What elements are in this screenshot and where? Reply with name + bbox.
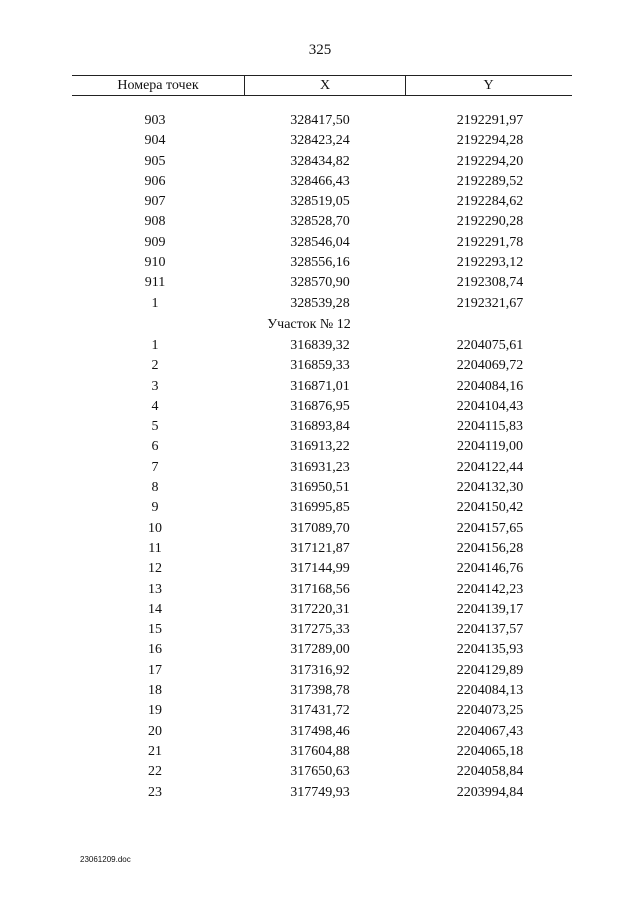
table-row: [0, 131, 640, 151]
table-row: [0, 580, 640, 600]
table-row: [0, 600, 640, 620]
point-number: 15: [148, 622, 162, 638]
page-number: 325: [308, 42, 332, 58]
x-coordinate: 317650,63: [290, 764, 350, 780]
table-row: [0, 681, 640, 701]
table-row: [0, 152, 640, 172]
y-coordinate: 2204084,13: [456, 683, 524, 699]
x-coordinate: 316839,32: [290, 337, 350, 353]
y-coordinate: 2204150,42: [456, 500, 524, 516]
header-y: Y: [483, 78, 494, 93]
y-coordinate: 2204146,76: [456, 561, 524, 577]
y-coordinate: 2204142,23: [456, 581, 524, 597]
table-row: [0, 722, 640, 742]
table-row: [0, 783, 640, 803]
y-coordinate: 2204157,65: [456, 520, 524, 536]
point-number: 22: [148, 764, 162, 780]
table-row: [0, 172, 640, 192]
table-row: [0, 397, 640, 417]
point-number: 3: [151, 378, 159, 394]
point-number: 910: [144, 255, 166, 271]
x-coordinate: 328546,04: [290, 234, 350, 250]
x-coordinate: 328423,24: [290, 133, 350, 149]
table-row: [0, 701, 640, 721]
point-number: 10: [148, 520, 162, 536]
table-row: [0, 519, 640, 539]
table-row: [0, 192, 640, 212]
x-coordinate: 317431,72: [290, 703, 350, 719]
point-number: 4: [151, 398, 159, 414]
x-coordinate: 317089,70: [290, 520, 350, 536]
y-coordinate: 2204084,16: [456, 378, 524, 394]
point-number: 23: [148, 784, 162, 800]
y-coordinate: 2204132,30: [456, 480, 524, 496]
x-coordinate: 316931,23: [290, 459, 350, 475]
point-number: 19: [148, 703, 162, 719]
x-coordinate: 317220,31: [290, 601, 350, 617]
point-number: 11: [148, 540, 162, 556]
x-coordinate: 316859,33: [290, 358, 350, 374]
y-coordinate: 2204135,93: [456, 642, 524, 658]
point-number: 5: [151, 419, 159, 435]
point-number: 9: [151, 500, 159, 516]
point-number: 906: [144, 173, 166, 189]
table-row: [0, 294, 640, 314]
y-coordinate: 2192294,20: [456, 153, 524, 169]
point-number: 909: [144, 234, 166, 250]
x-coordinate: 316913,22: [290, 439, 350, 455]
table-row: [0, 478, 640, 498]
point-number: 2: [151, 358, 159, 374]
y-coordinate: 2192290,28: [456, 214, 524, 230]
x-coordinate: 317604,88: [290, 743, 350, 759]
point-number: 907: [144, 194, 166, 210]
table-row: [0, 640, 640, 660]
point-number: 13: [148, 581, 162, 597]
y-coordinate: 2203994,84: [456, 784, 524, 800]
table-row: [0, 212, 640, 232]
table-row: [0, 742, 640, 762]
section-title: [0, 314, 639, 336]
header-point-numbers: Номера точек: [117, 78, 199, 93]
y-coordinate: 2192308,74: [456, 275, 524, 291]
point-number: 7: [151, 459, 159, 475]
y-coordinate: 2192293,12: [456, 255, 524, 271]
y-coordinate: 2192291,97: [456, 113, 524, 128]
x-coordinate: 317749,93: [290, 784, 350, 800]
point-number: 904: [144, 133, 166, 149]
y-coordinate: 2204137,57: [456, 622, 524, 638]
table-row: [0, 111, 640, 131]
table-row: [0, 336, 640, 356]
table-row: [0, 559, 640, 579]
x-coordinate: 328417,50: [290, 113, 350, 128]
x-coordinate: 316950,51: [290, 480, 350, 496]
y-coordinate: 2204156,28: [456, 540, 524, 556]
y-coordinate: 2204069,72: [456, 358, 524, 374]
x-coordinate: 317398,78: [290, 683, 350, 699]
x-coordinate: 316871,01: [290, 378, 350, 394]
table-row: [0, 417, 640, 437]
y-coordinate: 2192284,62: [456, 194, 524, 210]
y-coordinate: 2192321,67: [456, 295, 524, 311]
table-row: [0, 437, 640, 457]
table-row: [0, 273, 640, 293]
x-coordinate: 328556,16: [290, 255, 350, 271]
point-number: 908: [144, 214, 166, 230]
table-row: [0, 498, 640, 518]
y-coordinate: 2204115,83: [457, 419, 523, 435]
point-number: 6: [151, 439, 159, 455]
x-coordinate: 317144,99: [290, 561, 350, 577]
table-row: [0, 762, 640, 782]
y-coordinate: 2204119,00: [457, 439, 523, 455]
point-number: 12: [148, 561, 162, 577]
x-coordinate: 317316,92: [290, 662, 350, 678]
x-coordinate: 328466,43: [290, 173, 350, 189]
y-coordinate: 2204129,89: [456, 662, 524, 678]
point-number: 17: [148, 662, 162, 678]
coordinates-block-2: [0, 336, 640, 803]
header-x: X: [244, 76, 406, 95]
y-coordinate: 2204075,61: [456, 337, 524, 353]
x-coordinate: 317498,46: [290, 723, 350, 739]
table-row: [0, 620, 640, 640]
x-coordinate: 317121,87: [290, 540, 350, 556]
point-number: 911: [144, 275, 166, 291]
x-coordinate: 317275,33: [290, 622, 350, 638]
x-coordinate: 316995,85: [290, 500, 350, 516]
table-row: [0, 458, 640, 478]
section-title-text: Участок № 12: [267, 316, 351, 332]
x-coordinate: 317289,00: [290, 642, 350, 658]
y-coordinate: 2204073,25: [456, 703, 524, 719]
coordinates-block-1: [0, 111, 640, 314]
x-coordinate: 328434,82: [290, 153, 350, 169]
x-coordinate: 317168,56: [290, 581, 350, 597]
table-header: [72, 75, 572, 96]
table-row: [0, 539, 640, 559]
point-number: 8: [151, 480, 159, 496]
point-number: 20: [148, 723, 162, 739]
point-number: 21: [148, 743, 162, 759]
table-row: [0, 356, 640, 376]
point-number: 903: [144, 113, 166, 128]
table-row: [0, 253, 640, 273]
x-coordinate: 328539,28: [290, 295, 350, 311]
y-coordinate: 2204139,17: [456, 601, 524, 617]
point-number: 14: [148, 601, 162, 617]
point-number: 1: [151, 295, 159, 311]
table-row: [0, 661, 640, 681]
y-coordinate: 2204065,18: [456, 743, 524, 759]
point-number: 905: [144, 153, 166, 169]
x-coordinate: 328570,90: [290, 275, 350, 291]
y-coordinate: 2204067,43: [456, 723, 524, 739]
point-number: 1: [151, 337, 159, 353]
y-coordinate: 2192291,78: [456, 234, 524, 250]
table-row: [0, 377, 640, 397]
y-coordinate: 2204104,43: [456, 398, 524, 414]
point-number: 16: [148, 642, 162, 658]
point-number: 18: [148, 683, 162, 699]
x-coordinate: 328528,70: [290, 214, 350, 230]
file-name-footer: 23061209.doc: [80, 855, 131, 864]
y-coordinate: 2204122,44: [456, 459, 524, 475]
y-coordinate: 2192289,52: [456, 173, 524, 189]
x-coordinate: 328519,05: [290, 194, 350, 210]
y-coordinate: 2192294,28: [456, 133, 524, 149]
x-coordinate: 316876,95: [290, 398, 350, 414]
x-coordinate: 316893,84: [290, 419, 350, 435]
coordinates-table-body: [0, 111, 640, 803]
table-row: [0, 233, 640, 253]
y-coordinate: 2204058,84: [456, 764, 524, 780]
